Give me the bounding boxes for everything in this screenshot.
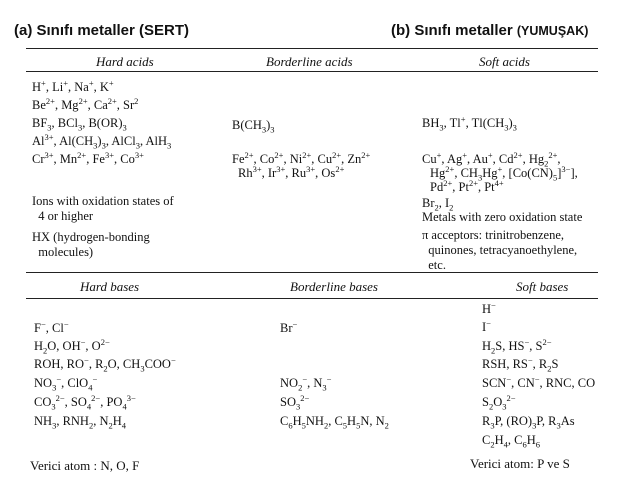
- hard-bases-heading: Hard bases: [80, 279, 140, 294]
- hard-acid-alkaline-earth: $Be^{2+}$, $Mg^{2+}$, $Ca^{2+}$, Sr$^2$: [32, 95, 139, 112]
- hard-acids-heading: Hard acids: [96, 54, 154, 69]
- soft-bases-heading: Soft bases: [516, 279, 569, 294]
- soft-acid-ions-2: $Hg^{2+}$, $CH_3Hg^+$, $[Co(CN)_5]^{3-}$],: [430, 163, 578, 183]
- donor-atoms-soft-note: Verici atom: P ve S: [470, 456, 570, 471]
- borderline-base-aromatic-amines: $C_6H_5NH_2$, $C_5H_5N$, $N_2$: [280, 414, 389, 431]
- soft-base-iodide: I−: [482, 317, 491, 334]
- soft-base-hydride: H−: [482, 299, 496, 316]
- soft-acids-heading: Soft acids: [479, 54, 530, 69]
- hard-metals-title: (a) Sınıfı metaller (SERT): [14, 22, 190, 39]
- hard-acid-boron: $BF_3$, BCl$_3$, $B(OR)_3$: [32, 116, 127, 133]
- borderline-acid-ions-2: $Rh^{3+}$, $Ir^{3+}$, $Ru^{3+}$, $Os^{2+}$: [238, 163, 345, 180]
- soft-acid-ions-3: $Pd^{2+}$, $Pt^{2+}$, $Pt^{4+}$: [430, 177, 504, 194]
- acids-top-rule: [26, 48, 598, 49]
- hard-acid-aluminium: $Al^{3+}$, $Al(CH_3)_3$, AlCl$_3$, AlH$_3$: [32, 131, 172, 151]
- bases-top-rule: [26, 272, 598, 273]
- soft-base-phosphines: $R_3P$, $(RO)_3P$, $R_3As$: [482, 414, 575, 431]
- borderline-acids-heading: Borderline acids: [266, 54, 353, 69]
- soft-metals-title-prefix: (b) Sınıfı metaller: [391, 22, 513, 39]
- soft-acid-borane-thallium: $BH_3$, Tl+, $Tl(CH_3)_3$: [422, 113, 517, 133]
- soft-base-thiosulfate: $S_2O_3^{2-}$: [482, 392, 516, 412]
- borderline-bases-heading: Borderline bases: [290, 279, 378, 294]
- soft-base-sulfides: $H_2S$, HS−, $S^{2-}$: [482, 336, 552, 356]
- bases-header-rule: [26, 298, 598, 299]
- borderline-base-nitrite-azide: $NO_2^-$, $N_3^-$: [280, 373, 332, 393]
- hard-acid-alkali: H+, Li+, Na+, K+: [32, 77, 114, 94]
- hard-base-oxyanions: $CO_3^{2-}$, $SO_4^{2-}$, $PO_4^{3-}$: [34, 392, 136, 412]
- soft-base-alkenes: $C_2H_4$, $C_6H_6$: [482, 433, 540, 450]
- hard-acid-high-oxidation: Ions with oxidation states of 4 or higher: [32, 194, 174, 223]
- soft-acid-ions-1: Cu+, Ag+, Au+, $Cd^{2+}$, $Hg_2^{2+}$,: [422, 149, 561, 169]
- borderline-acid-ions-1: $Fe^{2+}$, $Co^{2+}$, $Ni^{2+}$, $Cu^{2+}$, $Zn^{2+}$: [232, 149, 371, 166]
- borderline-base-bromide: Br−: [280, 318, 298, 335]
- soft-metals-title-suffix: (YUMUŞAK): [516, 24, 589, 38]
- donor-atoms-hard-note: Verici atom : N, O, F: [30, 458, 140, 473]
- soft-acid-zero-oxidation: Metals with zero oxidation state: [422, 210, 583, 224]
- soft-acid-pi-acceptors: π acceptors: trinitrobenzene, quinones, tetracyanoethylene, etc.: [422, 228, 578, 272]
- hard-acid-transition: $Cr^{3+}$, $Mn^{2+}$, $Fe^{3+}$, $Co^{3+}$: [32, 149, 144, 166]
- soft-base-thiols: RSH, RS−, $R_2S$: [482, 354, 559, 374]
- soft-base-thiocyanate: SCN−, CN−, RNC, CO: [482, 373, 596, 390]
- hard-base-halides: F−, Cl−: [34, 318, 69, 335]
- borderline-acid-borane: $B(CH_3)_3$: [232, 118, 275, 135]
- hard-base-amines: $NH_3$, $RNH_2$, $N_2H_4$: [34, 414, 127, 431]
- acids-header-rule: [26, 71, 598, 72]
- hard-base-alcohols: ROH, RO−, $R_2O$, $CH_3COO^-$: [34, 354, 176, 374]
- hard-acid-hx: HX (hydrogen-bonding molecules): [32, 230, 150, 259]
- hard-base-oxygen: $H_2O$, OH−, $O^{2-}$: [34, 336, 110, 356]
- hard-base-nitrate: $NO_3^-$, ClO$_4$−: [34, 373, 98, 393]
- soft-acid-halogens: $Br_2$, $I_2$: [422, 196, 454, 213]
- soft-metals-title: [391, 22, 588, 39]
- borderline-base-sulfite: $SO_3^{2-}$: [280, 392, 310, 412]
